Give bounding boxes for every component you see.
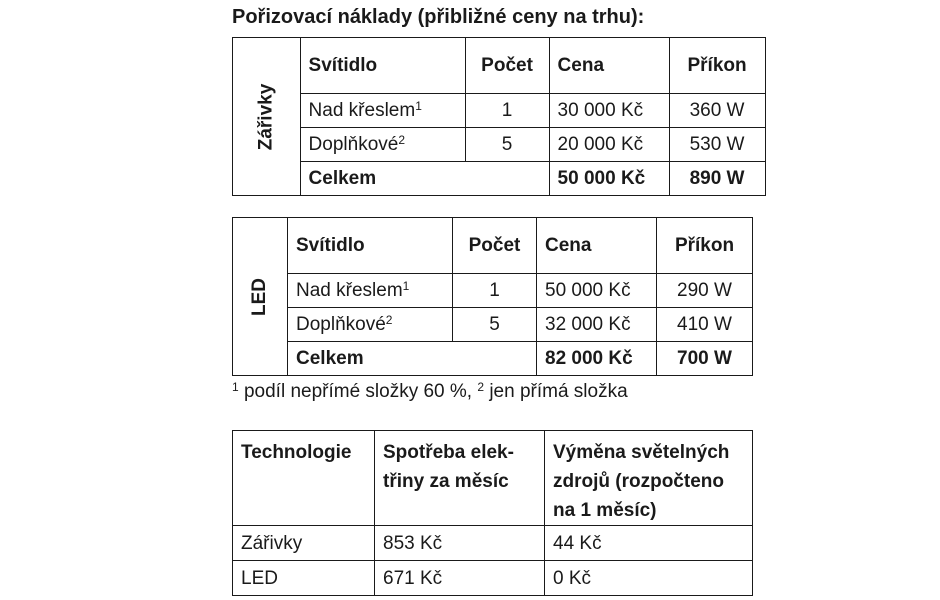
led-side-label: LED	[249, 277, 270, 316]
row-name: Nad křeslem$^1$	[288, 274, 453, 308]
page-title: Pořizovací náklady (přibližné ceny na trhu):	[232, 6, 645, 28]
header-replacement: Výměna světelných zdrojů (rozpočteno na 1 měsíc)	[545, 431, 753, 526]
header-prikon: Příkon	[657, 218, 753, 274]
row-price: 32 000 Kč	[537, 308, 657, 342]
row-replacement: 44 Kč	[545, 526, 753, 561]
row-replacement: 0 Kč	[545, 561, 753, 596]
row-consumption: 671 Kč	[375, 561, 545, 596]
header-technology: Technologie	[233, 431, 375, 526]
row-name: Nad křeslem$^1$	[300, 94, 465, 128]
table-row	[233, 94, 766, 128]
operating-cost-table	[232, 430, 753, 596]
total-label: Celkem	[288, 342, 537, 376]
row-count: 5	[465, 128, 549, 162]
led-cost-table	[232, 217, 753, 376]
footnote: $^1$ podíl nepřímé složky 60 %, $^2$ jen přímá složka	[232, 380, 628, 402]
total-power: 700 W	[657, 342, 753, 376]
fluorescent-side-label-cell	[233, 38, 301, 196]
row-name: Doplňkové$^2$	[288, 308, 453, 342]
table-row	[233, 274, 753, 308]
row-power: 410 W	[657, 308, 753, 342]
header-svitidlo: Svítidlo	[300, 38, 465, 94]
total-label: Celkem	[300, 162, 549, 196]
header-prikon: Příkon	[669, 38, 765, 94]
row-count: 1	[453, 274, 537, 308]
table-row	[233, 561, 753, 596]
header-cena: Cena	[537, 218, 657, 274]
header-svitidlo: Svítidlo	[288, 218, 453, 274]
row-count: 1	[465, 94, 549, 128]
total-row	[233, 162, 766, 196]
header-consumption: Spotřeba elek- třiny za měsíc	[375, 431, 545, 526]
total-row	[233, 342, 753, 376]
fluorescent-cost-table	[232, 37, 766, 196]
total-power: 890 W	[669, 162, 765, 196]
table-row	[233, 526, 753, 561]
row-name: Doplňkové$^2$	[300, 128, 465, 162]
row-power: 530 W	[669, 128, 765, 162]
header-pocet: Počet	[465, 38, 549, 94]
row-price: 30 000 Kč	[549, 94, 669, 128]
row-price: 50 000 Kč	[537, 274, 657, 308]
table-row	[233, 128, 766, 162]
row-consumption: 853 Kč	[375, 526, 545, 561]
row-power: 360 W	[669, 94, 765, 128]
fluorescent-side-label: Zářivky	[255, 83, 277, 150]
header-cena: Cena	[549, 38, 669, 94]
row-technology: Zářivky	[233, 526, 375, 561]
header-pocet: Počet	[453, 218, 537, 274]
row-count: 5	[453, 308, 537, 342]
row-price: 20 000 Kč	[549, 128, 669, 162]
total-price: 82 000 Kč	[537, 342, 657, 376]
total-price: 50 000 Kč	[549, 162, 669, 196]
row-technology: LED	[233, 561, 375, 596]
row-power: 290 W	[657, 274, 753, 308]
table-row	[233, 308, 753, 342]
led-side-label-cell	[233, 218, 288, 376]
